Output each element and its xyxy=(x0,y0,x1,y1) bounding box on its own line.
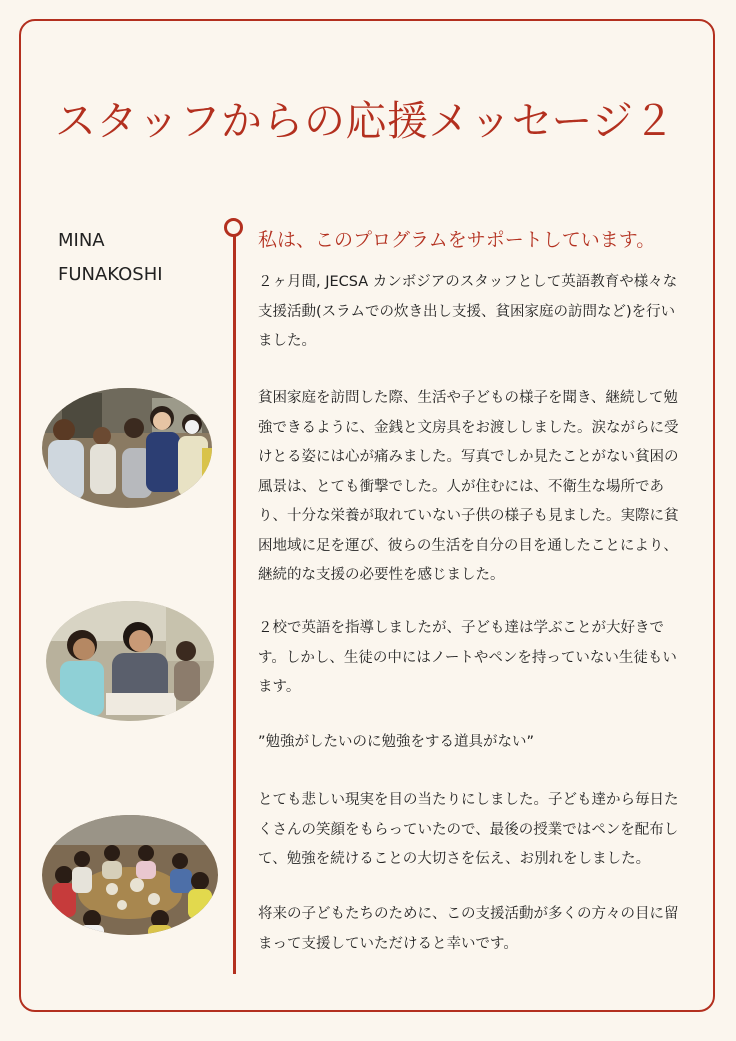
photo-home-visit xyxy=(42,388,212,508)
message-paragraph-1: ２ヶ月間, JECSA カンボジアのスタッフとして英語教育や様々な支援活動(スラムでの炊き出し支援、貧困家庭の訪問など)を行いました。 xyxy=(258,274,678,349)
message-paragraph-6: 将来の子どもたちのために、この支援活動が多くの方々の目に留まって支援していただけると幸いです。 xyxy=(258,906,679,952)
photo-meal-support xyxy=(42,815,218,935)
page-title: スタッフからの応援メッセージ２ xyxy=(55,97,676,145)
author-name xyxy=(58,224,163,292)
timeline-line xyxy=(233,228,236,974)
timeline-dot xyxy=(224,218,243,237)
message-paragraph-3: ２校で英語を指導しましたが、子ども達は学ぶことが大好きです。しかし、生徒の中にはノートやペンを持っていない生徒もいます。 xyxy=(258,620,677,695)
author-last-name: FUNAKOSHI xyxy=(58,264,163,285)
photo-english-class xyxy=(46,601,214,721)
author-first-name: MINA xyxy=(58,230,105,251)
message-paragraph-2: 貧困家庭を訪問した際、生活や子どもの様子を聞き、継続して勉強できるように、金銭と文房具をお渡ししました。涙ながらに受けとる姿には心が痛みました。写真でしか見たことがない貧困の風景は、とても衝撃でした。人が住むには、不衛生な場所であり、十分な栄養が取れていない子供の様子も見ました。実際に貧困地域に足を運び、彼らの生活を自分の目を通したことにより、継続的な支援の必要性を感じました。 xyxy=(258,390,679,583)
message-paragraph-5: とても悲しい現実を目の当たりにしました。子ども達から毎日たくさんの笑顔をもらっていたので、最後の授業ではペンを配布して、勉強を続けることの大切さを伝え、お別れをしました。 xyxy=(258,792,679,867)
message-heading: 私は、このプログラムをサポートしています。 xyxy=(258,229,656,251)
message-quote: ”勉強がしたいのに勉強をする道具がない” xyxy=(258,734,535,750)
